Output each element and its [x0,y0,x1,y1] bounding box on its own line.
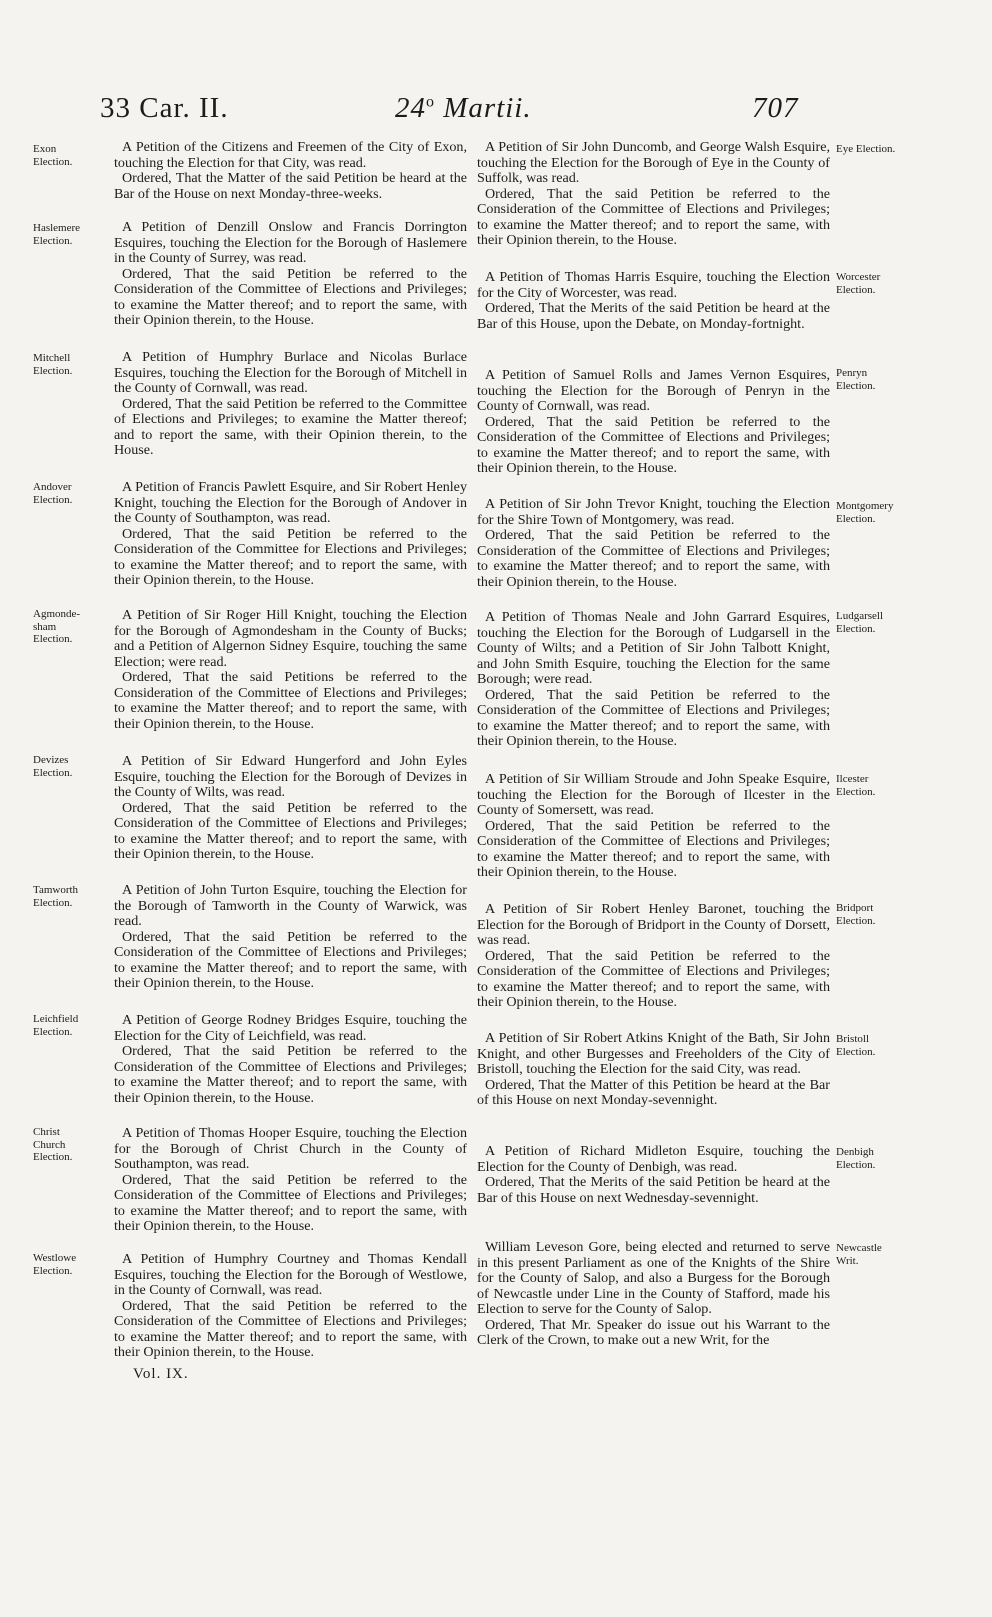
petition-text: A Petition of Sir Edward Hungerford and John Eyles Esquire, touching the Election for the Borough of Devizes in the County of Wilts, was read. [114,753,467,800]
margin-note: Montgomery Election. [836,500,894,525]
margin-note: Bristoll Election. [836,1033,876,1058]
petition-text: A Petition of Humphry Burlace and Nicolas Burlace Esquires, touching the Election for the Borough of Mitchell in the County of Cornwall, was read. [114,349,467,396]
journal-entry [114,883,467,992]
date-day: 24 [395,92,426,124]
petition-text: A Petition of Sir John Duncomb, and George Walsh Esquire, touching the Election for the Borough of Eye in the County of Suffolk, was read. [477,139,830,186]
page-number: 707 [752,92,799,124]
margin-note: Bridport Election. [836,902,876,927]
journal-entry [114,480,467,589]
order-text: Ordered, That the said Petition be referred to the Consideration of the Committee of Elections and Privileges; to examine the Matter thereof; and to report the same, with their Opinion therein, to the House. [477,185,830,248]
order-text: Ordered, That the said Petitions be referred to the Consideration of the Committee of Elections and Privileges; to examine the Matter thereof; and to report the same, with their Opinion therein, to the House. [114,669,467,732]
journal-entry [114,1126,467,1235]
petition-text: A Petition of Thomas Harris Esquire, touching the Election for the City of Worcester, was read. [477,269,830,301]
journal-entry [477,497,830,590]
margin-note: Westlowe Election. [33,1252,77,1277]
journal-entry [114,754,467,863]
margin-note: Mitchell Election. [33,352,73,377]
margin-note: Exon Election. [33,143,73,168]
petition-text: A Petition of Denzill Onslow and Francis Dorrington Esquires, touching the Election for the Borough of Haslemere in the County of Surrey, was read. [114,219,467,266]
order-text: Ordered, That the Matter of this Petition be heard at the Bar of this House on next Monday-sevennight. [477,1076,830,1108]
petition-text: A Petition of Thomas Hooper Esquire, touching the Election for the Borough of Christ Church in the County of Southampton, was read. [114,1125,467,1172]
journal-entry [114,140,467,202]
order-text: Ordered, That the said Petition be referred to the Consideration of the Committee of Elections and Privileges; to examine the Matter thereof; and to report the same, with their Opinion therein, to the House. [477,817,830,880]
journal-entry [477,902,830,1011]
margin-note: Newcastle Writ. [836,1242,882,1267]
petition-text: A Petition of Sir Robert Atkins Knight of the Bath, Sir John Knight, and other Burgesses and Freeholders of the City of Bristoll, touching the Election for the said City, was read. [477,1030,830,1077]
journal-entry [114,350,467,459]
journal-entry [477,1144,830,1206]
order-text: Ordered, That the said Petition be referred to the Consideration of the Committee of Elections and Privileges; to examine the Matter thereof; and to report the same, with their Opinion therein, to the House. [114,1171,467,1234]
order-text: Ordered, That the said Petition be referred to the Consideration of the Committee for Elections and Privileges; to examine the Matter thereof; and to report the same, with their Opinion therein, to the House. [114,525,467,588]
order-text: Ordered, That the Merits of the said Petition be heard at the Bar of this House on next Wednesday-sevennight. [477,1174,830,1206]
running-header [0,92,992,132]
date-month: Martii. [443,92,532,124]
journal-entry [114,608,467,732]
margin-note: Tamworth Election. [33,884,79,909]
petition-text: A Petition of Thomas Neale and John Garrard Esquires, touching the Election for the Borough of Ludgarsell in the County of Wilts; and a Petition of Sir John Talbott Knight, and John Smith Esquire, touching the Election for the same Borough; were read. [477,609,830,687]
margin-note: Agmonde- sham Election. [33,608,81,645]
petition-text: A Petition of Richard Midleton Esquire, touching the Election for the County of Denbigh, was read. [477,1143,830,1175]
margin-note: Denbigh Election. [836,1146,876,1171]
journal-entry [477,368,830,477]
petition-text: A Petition of George Rodney Bridges Esquire, touching the Election for the City of Leichfield, was read. [114,1012,467,1044]
date-ordinal: o [426,93,435,111]
margin-note: Devizes Election. [33,754,73,779]
sitting-date [395,92,532,125]
journal-entry [114,1013,467,1106]
petition-text: A Petition of Samuel Rolls and James Vernon Esquires, touching the Election for the Borough of Penryn in the County of Cornwall, was read. [477,367,830,414]
journal-entry [477,1031,830,1109]
margin-note: Haslemere Election. [33,222,81,247]
journal-entry [477,610,830,750]
order-text: Ordered, That the said Petition be referred to the Consideration of the Committee of Elections and Privileges; to examine the Matter thereof; and to report the same, with their Opinion therein, to the House. [114,1043,467,1106]
petition-text: A Petition of Humphry Courtney and Thomas Kendall Esquires, touching the Election for the Borough of Westlowe, in the County of Cornwall, was read. [114,1251,467,1298]
order-text: Ordered, That Mr. Speaker do issue out his Warrant to the Clerk of the Crown, to make out a new Writ, for the [477,1316,830,1348]
petition-text: A Petition of Sir John Trevor Knight, touching the Election for the Shire Town of Montgomery, was read. [477,496,830,528]
petition-text: William Leveson Gore, being elected and returned to serve in this present Parliament as one of the Knights of the Shire for the County of Salop, and also a Burgess for the Borough of Newcastle under Line in the County of Stafford, made his Election to serve for the County of Salop. [477,1239,830,1317]
margin-note: Penryn Election. [836,367,876,392]
petition-text: A Petition of Sir Roger Hill Knight, touching the Election for the Borough of Agmondesham in the County of Bucks; and a Petition of Algernon Sidney Esquire, touching the same Election; were read. [114,607,467,670]
journal-entry [477,772,830,881]
order-text: Ordered, That the said Petition be referred to the Consideration of the Committee of Elections and Privileges; to examine the Matter thereof; and to report the same, with their Opinion therein, to the House. [114,928,467,991]
order-text: Ordered, That the Merits of the said Petition be heard at the Bar of this House, upon the Debate, on Monday-fortnight. [477,300,830,332]
margin-note: Christ Church Election. [33,1126,73,1163]
margin-note: Worcester Election. [836,271,881,296]
margin-note: Ilcester Election. [836,773,876,798]
journal-entry [114,1252,467,1361]
order-text: Ordered, That the said Petition be referred to the Consideration of the Committee of Elections and Privileges; to examine the Matter thereof; and to report the same, with their Opinion therein, to the House. [477,686,830,749]
petition-text: A Petition of Sir William Stroude and John Speake Esquire, touching the Election for the Borough of Ilcester in the County of Somersett, was read. [477,771,830,818]
order-text: Ordered, That the said Petition be referred to the Consideration of the Committee of Elections and Privileges; to examine the Matter thereof; and to report the same, with their Opinion therein, to the House. [477,527,830,590]
order-text: Ordered, That the said Petition be referred to the Consideration of the Committee of Elections and Privileges; to examine the Matter thereof; and to report the same, with their Opinion therein, to the House. [114,1297,467,1360]
order-text: Ordered, That the said Petition be referred to the Consideration of the Committee of Elections and Privileges; to examine the Matter thereof; and to report the same, with their Opinion therein, to the House. [477,413,830,476]
margin-note: Andover Election. [33,481,73,506]
margin-note: Ludgarsell Election. [836,610,884,635]
journal-entry [477,1240,830,1349]
regnal-year: 33 Car. II. [100,92,229,124]
order-text: Ordered, That the said Petition be referred to the Consideration of the Committee of Elections and Privileges; to examine the Matter thereof; and to report the same, with their Opinion therein, to the House. [114,799,467,862]
journal-entry [114,220,467,329]
petition-text: A Petition of the Citizens and Freemen of the City of Exon, touching the Election for that City, was read. [114,139,467,171]
margin-note: Leichfield Election. [33,1013,79,1038]
volume-signature: Vol. IX. [133,1366,189,1382]
order-text: Ordered, That the said Petition be referred to the Committee of Elections and Privileges; to examine the Matter thereof; and to report the same, with their Opinion therein, to the House. [114,395,467,458]
order-text: Ordered, That the said Petition be referred to the Consideration of the Committee of Elections and Privileges; to examine the Matter thereof; and to report the same, with their Opinion therein, to the House. [477,947,830,1010]
order-text: Ordered, That the said Petition be referred to the Consideration of the Committee of Elections and Privileges; to examine the Matter thereof; and to report the same, with their Opinion therein, to the House. [114,265,467,328]
journal-entry [477,270,830,332]
petition-text: A Petition of Francis Pawlett Esquire, and Sir Robert Henley Knight, touching the Election for the Borough of Andover in the County of Southampton, was read. [114,479,467,526]
petition-text: A Petition of Sir Robert Henley Baronet, touching the Election for the Borough of Bridport in the County of Dorsett, was read. [477,901,830,948]
journal-entry [477,140,830,249]
petition-text: A Petition of John Turton Esquire, touching the Election for the Borough of Tamworth in the County of Warwick, was read. [114,882,467,929]
order-text: Ordered, That the Matter of the said Petition be heard at the Bar of the House on next Monday-three-weeks. [114,170,467,202]
margin-note: Eye Election. [836,143,896,155]
